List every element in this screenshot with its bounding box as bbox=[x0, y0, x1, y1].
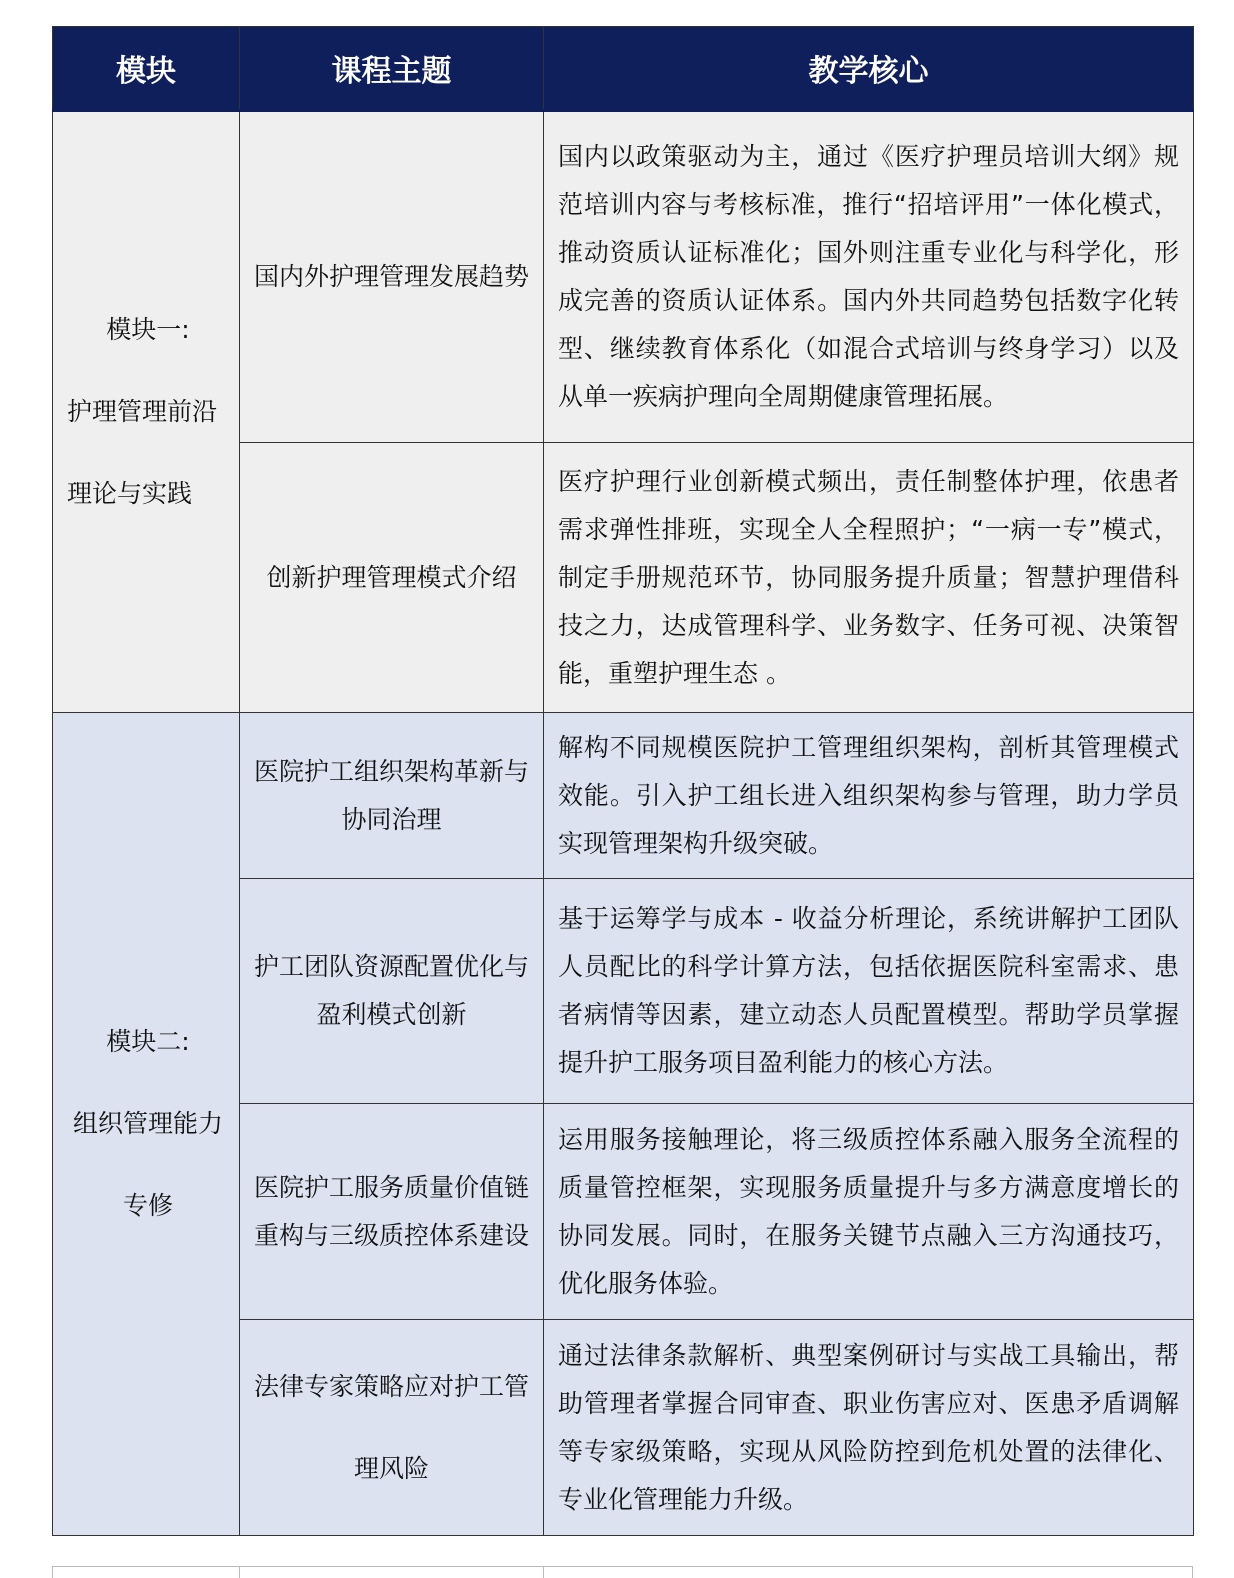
module-2-name-line-2: 专修 bbox=[122, 1191, 173, 1220]
teaching-core-cell: 通过法律条款解析、典型案例研讨与实战工具输出，帮助管理者掌握合同审查、职业伤害应对、医患矛盾调解等专家级策略，实现从风险防控到危机处置的法律化、专业化管理能力升级。 bbox=[544, 1320, 1194, 1536]
course-topic-cell: 创新护理管理模式介绍 bbox=[240, 443, 544, 713]
next-page-column-divider bbox=[52, 1566, 53, 1578]
header-module: 模块 bbox=[53, 27, 240, 111]
course-topic-cell: 医院护工服务质量价值链重构与三级质控体系建设 bbox=[240, 1104, 544, 1320]
module-2-label: 模块二: bbox=[106, 1027, 190, 1056]
module-1-label: 模块一: bbox=[106, 315, 190, 344]
course-topic-cell: 国内外护理管理发展趋势 bbox=[240, 111, 544, 443]
next-page-column-divider bbox=[1192, 1566, 1193, 1578]
next-page-table-rule bbox=[52, 1566, 1193, 1567]
teaching-core-cell: 解构不同规模医院护工管理组织架构，剖析其管理模式效能。引入护工组长进入组织架构参与管理，助力学员实现管理架构升级突破。 bbox=[544, 713, 1194, 879]
course-topic-cell: 法律专家策略应对护工管理风险 bbox=[240, 1320, 544, 1536]
next-page-column-divider bbox=[543, 1566, 544, 1578]
module-1-cell bbox=[53, 111, 240, 713]
header-row bbox=[53, 27, 1194, 111]
course-table bbox=[52, 26, 1194, 1536]
table-body bbox=[53, 111, 1194, 1536]
teaching-core-cell: 国内以政策驱动为主，通过《医疗护理员培训大纲》规范培训内容与考核标准，推行“招培评用”一体化模式，推动资质认证标准化；国外则注重专业化与科学化，形成完善的资质认证体系。国内外共同趋势包括数字化转型、继续教育体系化（如混合式培训与终身学习）以及从单一疾病护理向全周期健康管理拓展。 bbox=[544, 111, 1194, 443]
next-page-column-divider bbox=[239, 1566, 240, 1578]
course-topic-cell: 医院护工组织架构革新与协同治理 bbox=[240, 713, 544, 879]
teaching-core-cell: 基于运筹学与成本 - 收益分析理论，系统讲解护工团队人员配比的科学计算方法，包括依据医院科室需求、患者病情等因素，建立动态人员配置模型。帮助学员掌握提升护工服务项目盈利能力的核心方法。 bbox=[544, 879, 1194, 1104]
table-row bbox=[53, 111, 1194, 443]
course-topic-cell: 护工团队资源配置优化与盈利模式创新 bbox=[240, 879, 544, 1104]
table-header bbox=[53, 27, 1194, 111]
header-course-topic: 课程主题 bbox=[240, 27, 544, 111]
module-1-name-line-2: 理论与实践 bbox=[67, 479, 193, 508]
module-2-name-line-1: 组织管理能力 bbox=[72, 1109, 223, 1138]
table-row bbox=[53, 713, 1194, 879]
module-2-cell bbox=[53, 713, 240, 1536]
teaching-core-cell: 运用服务接触理论，将三级质控体系融入服务全流程的质量管控框架，实现服务质量提升与多方满意度增长的协同发展。同时，在服务关键节点融入三方沟通技巧，优化服务体验。 bbox=[544, 1104, 1194, 1320]
module-1-name-line-1: 护理管理前沿 bbox=[67, 397, 218, 426]
header-teaching-core: 教学核心 bbox=[544, 27, 1194, 111]
teaching-core-cell: 医疗护理行业创新模式频出，责任制整体护理，依患者需求弹性排班，实现全人全程照护；“一病一专”模式，制定手册规范环节，协同服务提升质量；智慧护理借科技之力，达成管理科学、业务数字、任务可视、决策智能，重塑护理生态 。 bbox=[544, 443, 1194, 713]
